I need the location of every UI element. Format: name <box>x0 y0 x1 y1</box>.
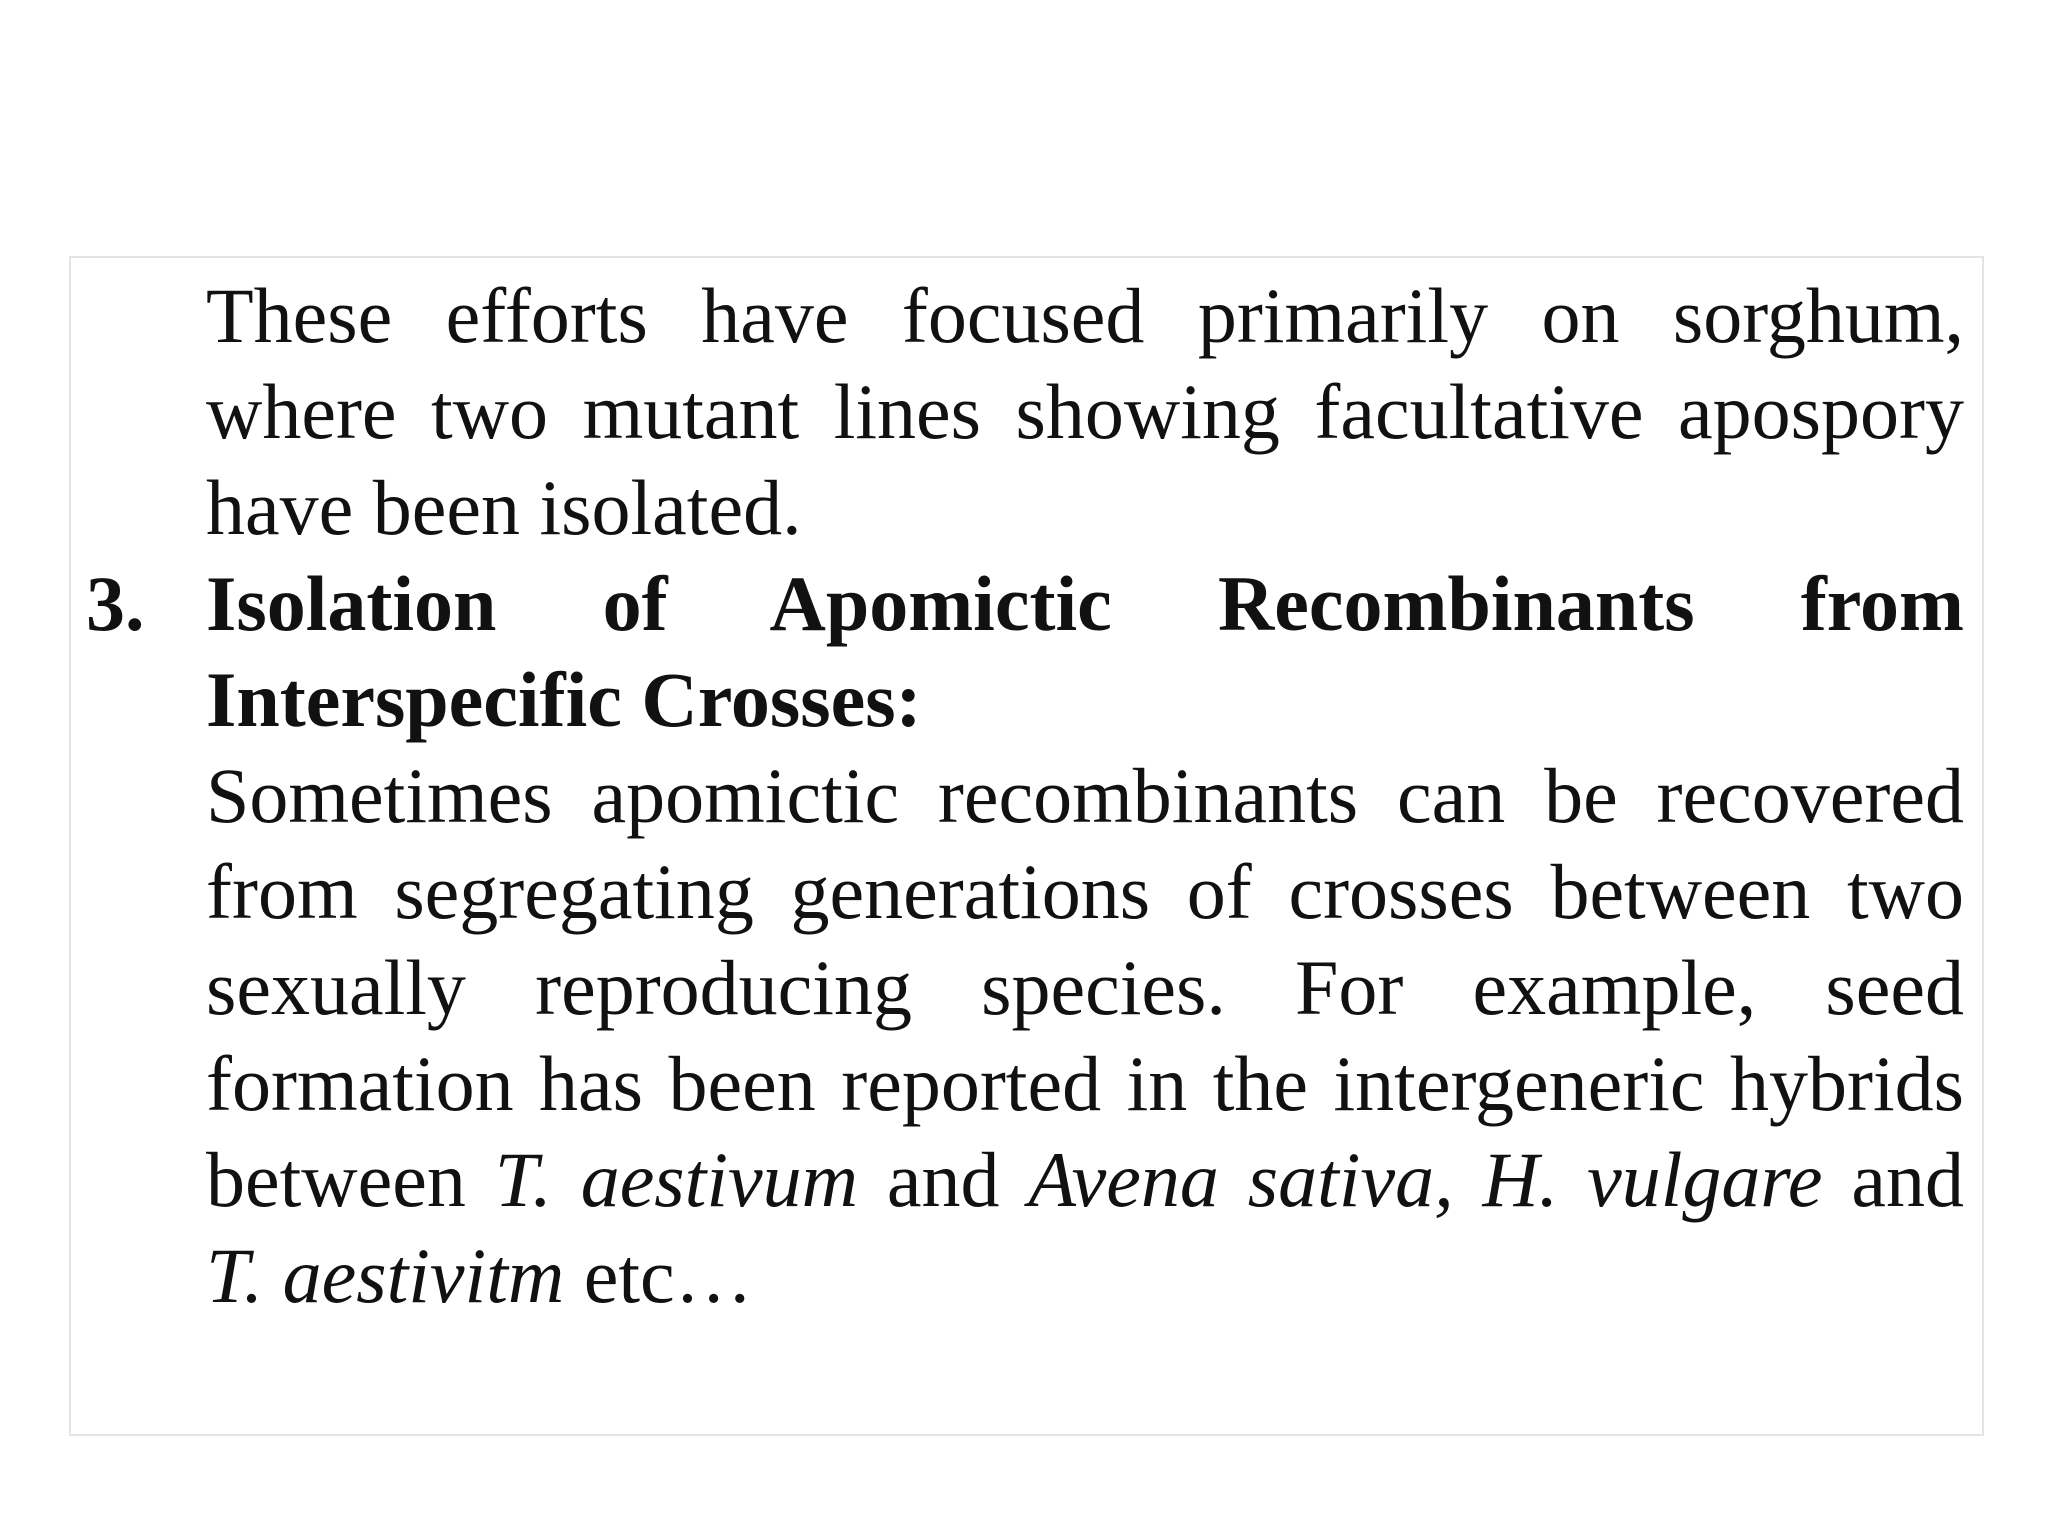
paragraph-sorghum-efforts: These efforts have focused primarily on sorghum, where two mutant lines showing facultative apospory have been isolated. <box>206 272 1964 551</box>
paragraph-apomictic-recombinants <box>206 748 1964 1324</box>
paragraph-text-segment: Sometimes apomictic recombinants can be recovered from segregating generations of crosses between two sexually reproducing species. For example, seed formation has been reported in the intergeneric hybrids between <box>206 752 1964 1223</box>
species-name-italic: Avena sativa, H. vulgare <box>1028 1136 1823 1223</box>
paragraph-text-segment: etc… <box>564 1232 753 1319</box>
section-number: 3. <box>86 560 145 647</box>
species-name-italic: T. aestivitm <box>206 1232 565 1319</box>
species-name-italic: T. aestivum <box>494 1136 858 1223</box>
section-heading: Isolation of Apomictic Recombinants from Interspecific Crosses: <box>206 560 1964 743</box>
paragraph-text-segment: and <box>1822 1136 1965 1223</box>
paragraph-text-segment: and <box>857 1136 1029 1223</box>
